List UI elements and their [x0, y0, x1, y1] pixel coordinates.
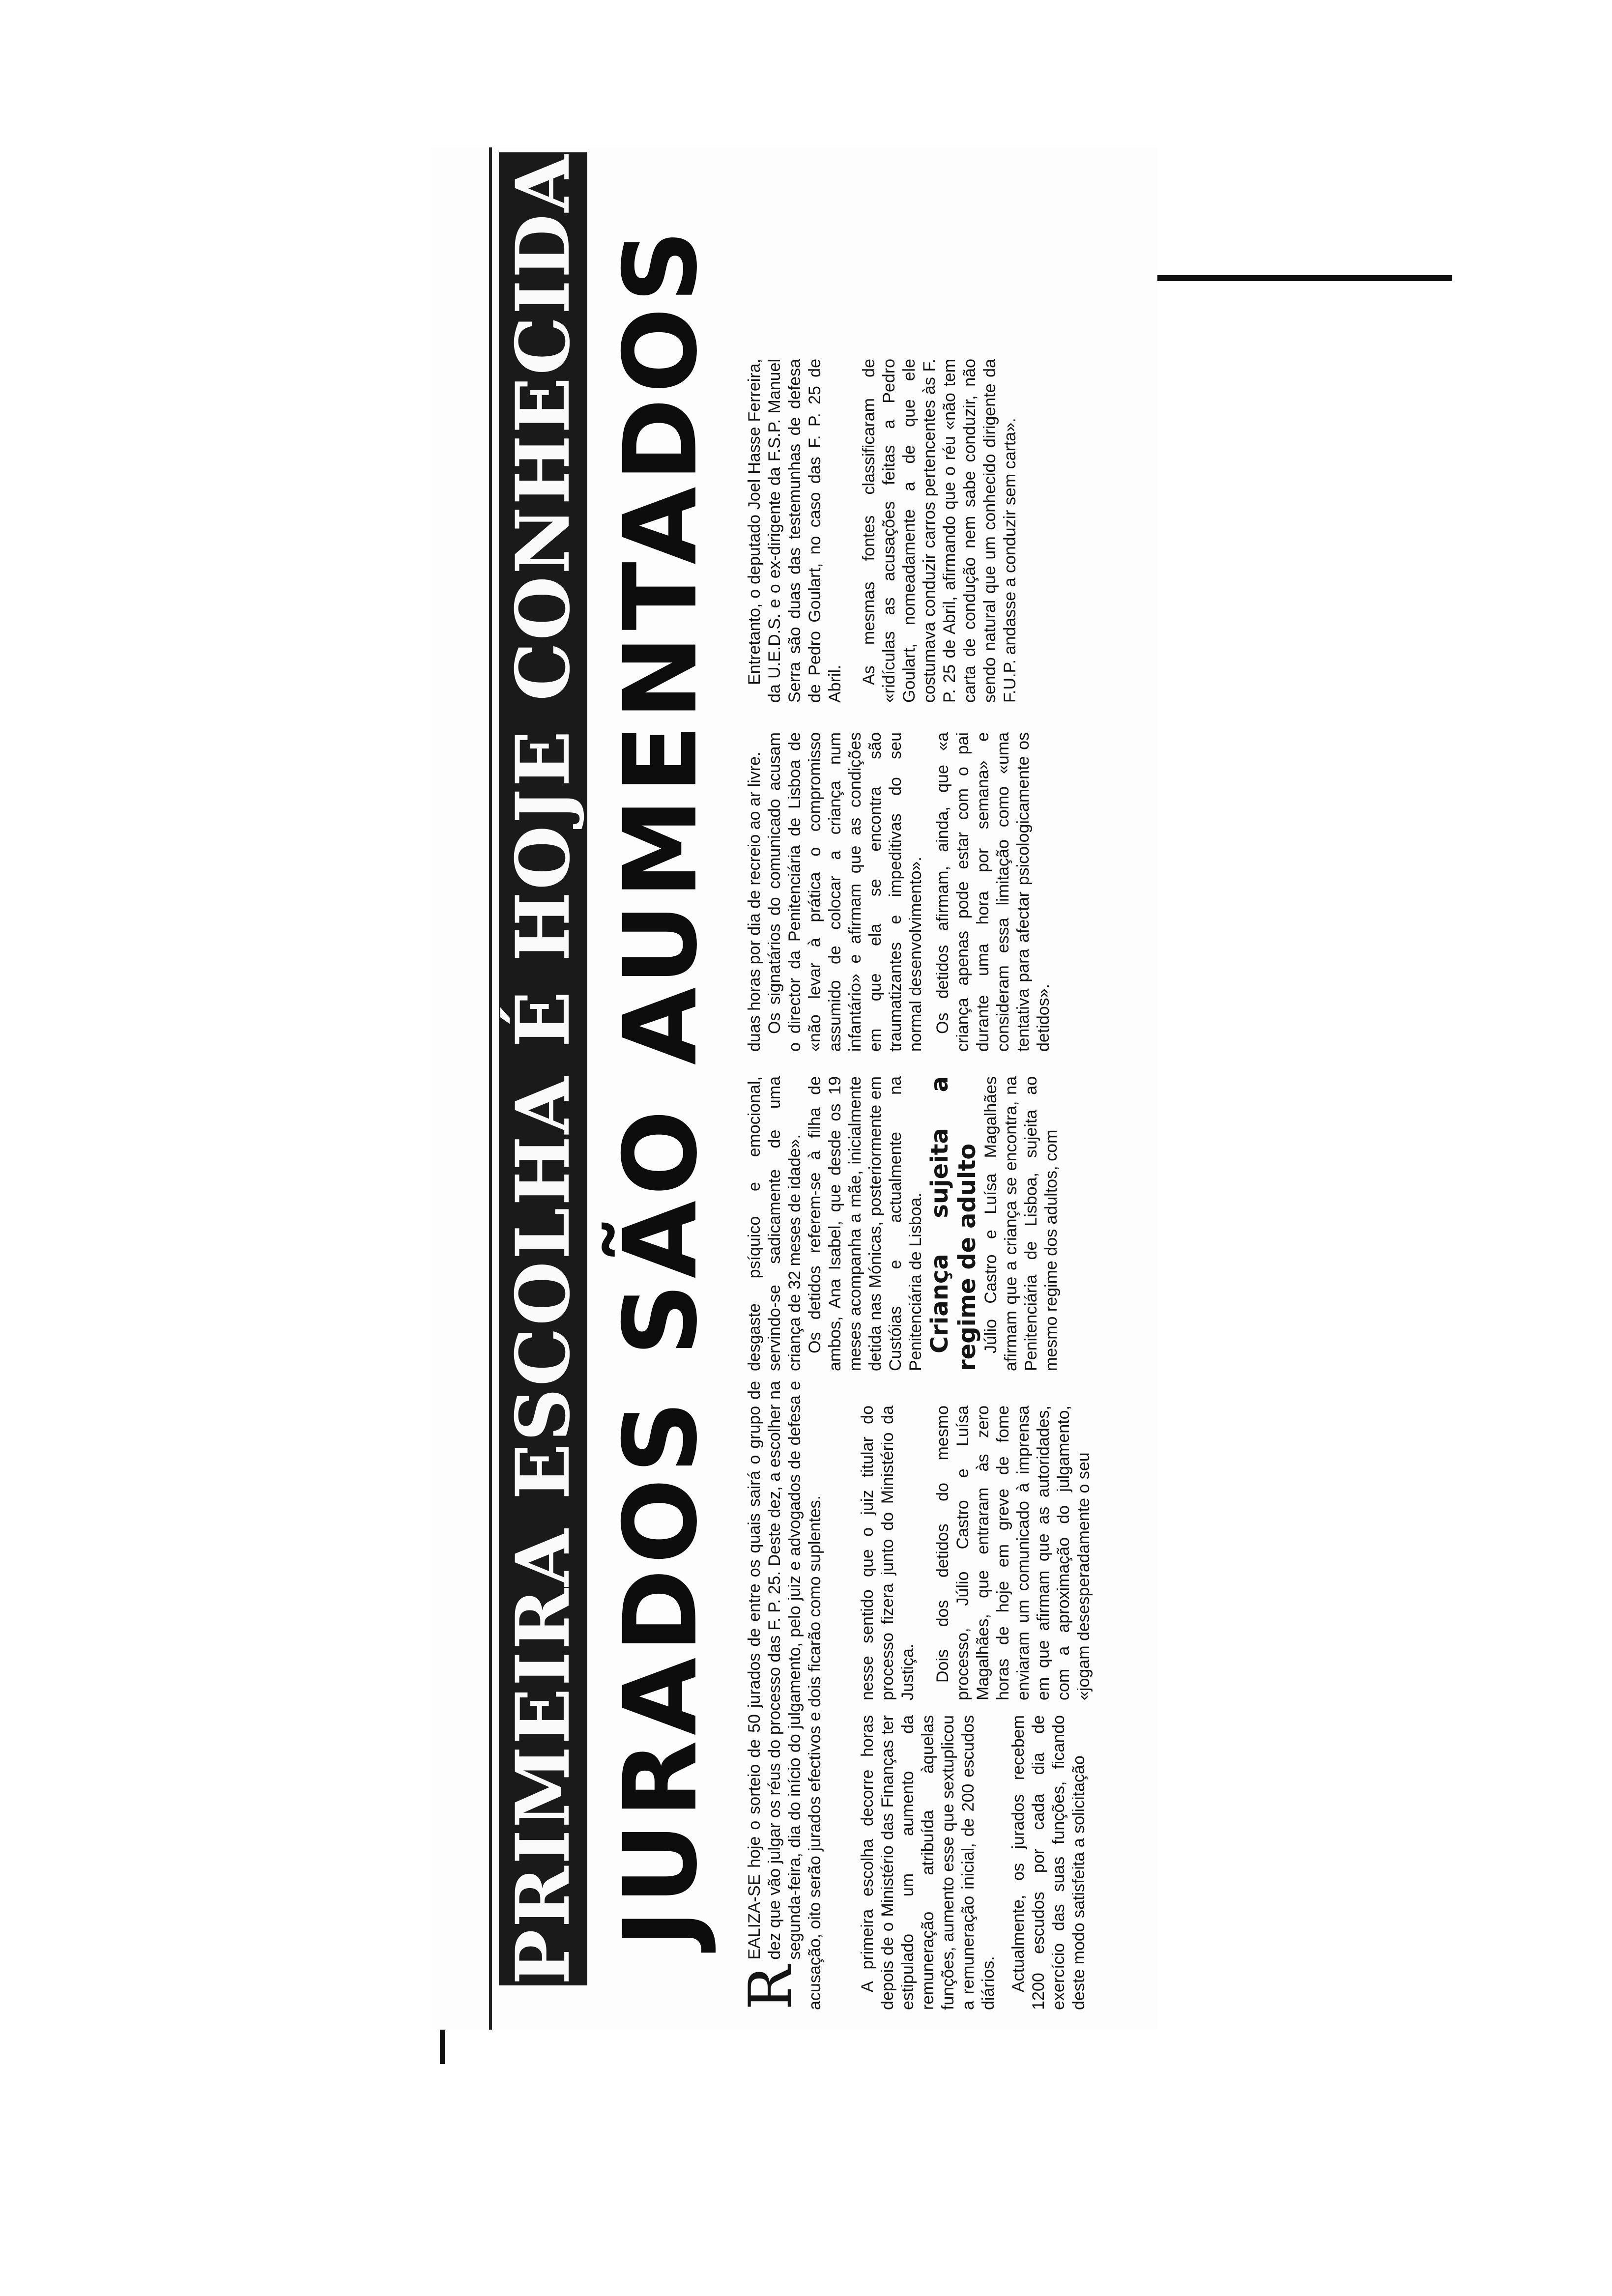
kicker: PRIMEIRA ESCOLHA É HOJE CONHECIDA — [500, 153, 586, 1985]
paragraph: Entretanto, o deputado Joel Hasse Ferreira, da U.E.D.S. e o ex-dirigente da F.S.P. Manuel Serra são duas das testemunhas de defesa de Pedro Goulart, no caso das F. P. 25 de Abril. — [745, 359, 844, 703]
paragraph: A primeira escolha decorre horas depois de o Ministério das Finanças ter estipulado um aumento da remuneração atribuída àquelas funções, aumento esse que sextuplicou a remuneração inicial, de 200 escudos diários. — [858, 1715, 998, 2010]
column-3 — [745, 1076, 1062, 1371]
column-4 — [745, 732, 1054, 1052]
column-2 — [858, 1406, 1094, 1700]
kicker-band — [499, 152, 587, 1985]
paragraph: duas horas por dia de recreio ao ar livre. — [745, 751, 764, 1052]
lead-paragraph — [737, 1381, 825, 2010]
lead-text: EALIZA-SE hoje o sorteio de 50 jurados de entre os quais sairá o grupo de dez que vão julgar os réus do processo das F. P. 25. Deste dez, a escolher na segunda-feira, dia do início do julgamento, pelo juiz e advogados de defesa e acusação, oito serão jurados efectivos e dois ficarão como suplentes. — [745, 1381, 824, 2010]
paragraph: Dois dos detidos do mesmo processo, Júlio Castro e Luísa Magalhães, que entraram às zero horas de hoje em greve de fome enviaram um comunicado à imprensa em que afirmam que as autoridades, com a aproximação do julgamento, «jogam desesperadamente o seu — [933, 1406, 1093, 1700]
paragraph: Actualmente, os jurados recebem 1200 escudos por cada dia de exercício das suas funções, ficando deste modo satisfeita a solicitação — [1009, 1715, 1088, 2010]
paragraph: Os detidos referem-se à filha de ambos, Ana Isabel, que desde os 19 meses acompanha a mãe, inicialmente detida nas Mónicas, posteriormente em Custóias e actualmente na Penitenciária de Lisboa. — [806, 1076, 925, 1371]
drop-cap: R — [737, 1965, 805, 2010]
paragraph: nesse sentido que o juiz titular do processo fizera junto do Ministério da Justiça. — [858, 1406, 917, 1700]
subheading: Criança sujeita a regime de adulto — [926, 1076, 981, 1371]
column-1 — [858, 1715, 1089, 2010]
paragraph: As mesmas fontes classificaram de «ridículas as acusações feitas a Pedro Goulart, nomeadamente a de que ele costumava conduzir carros pertencentes às F. P. 25 de Abril, afirmando que o réu «não tem carta de condução nem sabe conduzir, não sendo natural que um conhecido dirigente da F.U.P. andasse a conduzir sem carta». — [860, 359, 1019, 703]
paragraph: Os detidos afirmam, ainda, que «a criança apenas pode estar com o pai durante uma hora por semana» e consideram essa limitação como «uma tentativa para afectar psicologicamente os detidos». — [933, 732, 1053, 1052]
newspaper-clipping — [430, 147, 1157, 2030]
paragraph: desgaste psíquico e emocional, servindo-se sadicamente de uma criança de 32 meses de idade». — [745, 1076, 804, 1371]
headline: JURADOS SÃO AUMENTADOS — [603, 225, 720, 1947]
column-5 — [745, 359, 1020, 703]
top-rule — [489, 147, 492, 2030]
paragraph: Os signatários do comunicado acusam o director da Penitenciária de Lisboa de «não levar à prática o compromisso assumido de colocar a criança num infantário» e afirmam que as condições em que ela se encontra são traumatizantes e impeditivas do seu normal desenvolvimento». — [765, 732, 925, 1052]
paragraph: Júlio Castro e Luísa Magalhães afirmam que a criança se encontra, na Penitenciária de Lisboa, sujeita ao mesmo regime dos adultos, com — [981, 1076, 1061, 1371]
